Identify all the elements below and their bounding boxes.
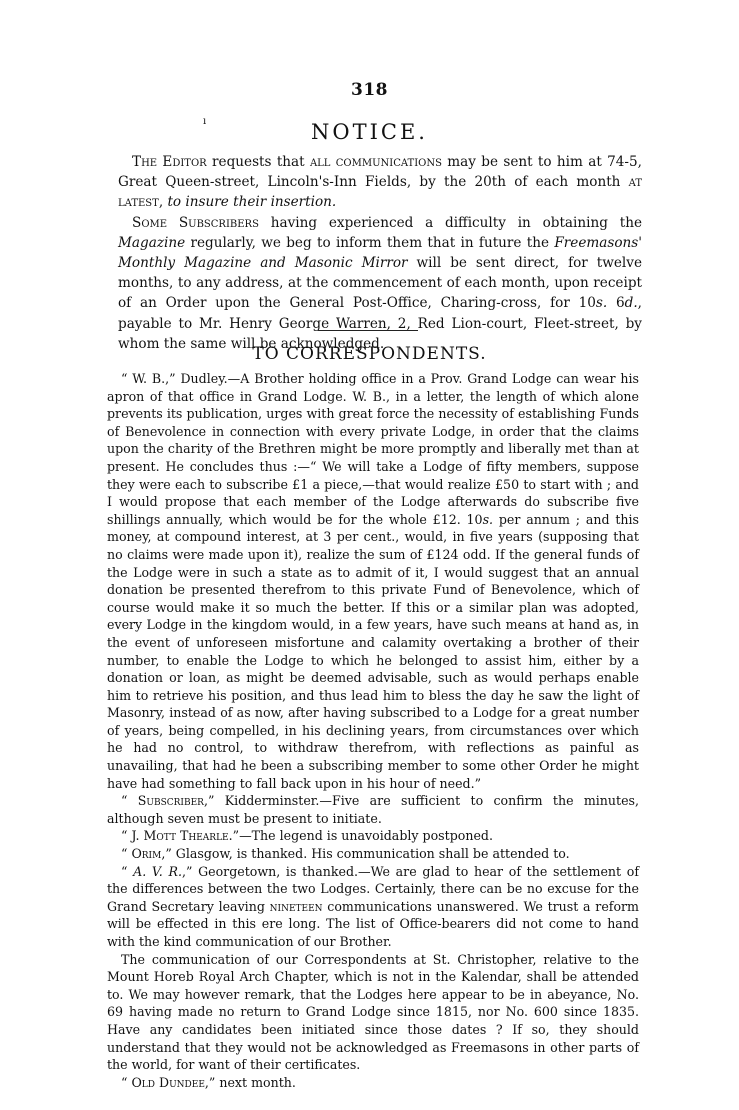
corr-entry-christopher: The communication of our Correspondents at St. Christopher, relative to the Mount Horeb Royal Arch Chapter, which is not in the Kalendar, shall be attended to. We may however remark, that the Lodges here appear to be in abeyance, No. 69 having made no return to Grand Lodge since 1815, nor No. 600 since 1835. Have any candidates been initiated since those dates ? If so, they should understand that they would not be acknowledged as Freemasons in other parts of the world, for want of their certificates. (107, 951, 639, 1073)
corr-name-orim: Orim (131, 846, 162, 862)
quote-open: “ (121, 1074, 132, 1090)
quote-open: “ (121, 863, 134, 879)
quote-open: “ (121, 793, 138, 809)
notice-body (118, 152, 642, 354)
page-number: 318 (351, 80, 388, 100)
corr-shillings: s. (482, 511, 494, 527)
notice-pence: d. (624, 295, 638, 312)
corr-name-thearle: Mott Thearle (143, 828, 229, 844)
stray-mark: ı (203, 116, 207, 127)
notice-text: , payable to Mr. Henry George Warren, 2, Red Lion-court, Fleet-street, by whom the same will be acknowledged. (118, 295, 642, 352)
corr-entry-thearle (107, 827, 639, 845)
corr-entry-subscriber (107, 792, 639, 827)
notice-lead-subscribers: Some Subscribers (132, 214, 259, 231)
corr-nineteen: nineteen (269, 898, 323, 914)
corr-name-dundee: Old Dundee (131, 1074, 205, 1090)
corr-entry-orim (107, 845, 639, 863)
notice-text: requests that (206, 154, 310, 170)
notice-text: may be sent to him at 74-5, Great Queen-street, Lincoln's-Inn Fields, by the 20th of each month (118, 154, 642, 191)
corr-text: communications unanswered. We trust a reform will be effected in this ere long. The list of Office-bearers did not come to hand with the kind communication of our Brother. (107, 898, 639, 949)
notice-paragraph-editor (118, 152, 642, 213)
notice-text: will be sent direct, for twelve months, to any address, at the commencement of each month, upon receipt of an Order upon the General Post-Office, Charing-cross, for 10 (118, 255, 642, 312)
corr-text: ,” Georgetown, is thanked.—We are glad to hear of the settlement of the differences between the two Lodges. Certainly, there can be no excuse for the Grand Secretary leaving (107, 863, 639, 914)
notice-text: having experienced a difficulty in obtaining the (258, 214, 642, 231)
corr-name-avr: A. V. R. (133, 863, 182, 879)
notice-magazine: Magazine (118, 234, 186, 251)
notice-heading: NOTICE. (311, 120, 428, 144)
section-divider (318, 330, 418, 331)
quote-open: “ J. (121, 828, 144, 844)
notice-text: regularly, we beg to inform them that in future the (185, 234, 555, 251)
notice-lead-editor: The Editor (132, 154, 207, 170)
notice-text: , (158, 194, 168, 211)
notice-paragraph-subscribers (118, 213, 642, 354)
corr-text: “ W. B.,” Dudley.—A Brother holding office in a Prov. Grand Lodge can wear his apron of that office in Grand Lodge. W. B., in a letter, the length of which alone prevents its publication, urges with great force the necessity of establishing Funds of Benevolence in connection with every private Lodge, in order that the claims upon the charity of the Brethren might be more promptly and liberally met than at present. He concludes thus :—“ We will take a Lodge of fifty members, suppose they were each to subscribe £1 a piece,—that would realize £50 to start with ; and I would propose that each member of the Lodge afterwards do subscribe five shillings annually, which would be for the whole £12. 10 (107, 371, 639, 527)
corr-text: .”—The legend is unavoidably postponed. (228, 828, 493, 844)
corr-text: per annum ; and this money, at compound interest, at 3 per cent., would, in five years (supposing that no claims were made upon it), realize the sum of £124 odd. If the general funds of the Lodge were in such a state as to admit of it, I would suggest that an annual donation be presented therefrom to this private Fund of Benevolence, which of course would make it so much the better. If this or a similar plan was adopted, every Lodge in the kingdom would, in a few years, have such means at hand as, in the event of unforeseen misfortune and calamity overtaking a brother of their number, to enable the Lodge to which he belonged to assist him, either by a donation or loan, as might be deemed advisable, such as would perhaps enable him to retrieve his position, and thus lead him to bless the day he saw the light of Masonry, instead of as now, after having subscribed to a Lodge for a great number of years, being compelled, in his declining years, from circumstances over which he had no control, to withdraw therefrom, with reflections as painful as unavailing, that had he been a subscribing member to some other Order he might have had something to fall back upon in his hour of need.” (107, 511, 640, 791)
correspondents-heading: TO CORRESPONDENTS. (252, 344, 487, 364)
corr-entry-dundee (107, 1074, 639, 1092)
corr-text: ,” next month. (204, 1074, 296, 1090)
notice-all-communications: all communications (309, 154, 442, 170)
notice-freemasons-title: Freemasons' Monthly Magazine and Masonic Mirror (118, 234, 642, 272)
corr-text: ,” Kidderminster.—Five are sufficient to confirm the minutes, although seven must be present to initiate. (107, 793, 640, 826)
correspondents-body (107, 370, 639, 1091)
corr-name-subscriber: Subscriber (137, 793, 204, 809)
corr-entry-avr (107, 863, 639, 951)
corr-entry-wb (107, 370, 639, 792)
notice-shillings: s. (595, 295, 608, 312)
notice-italic-end: to insure their insertion. (167, 194, 337, 211)
notice-text: 6 (607, 295, 625, 312)
notice-at-latest: at latest (118, 174, 642, 211)
corr-text: ,” Glasgow, is thanked. His communication shall be attended to. (161, 846, 570, 862)
quote-open: “ (121, 846, 132, 862)
